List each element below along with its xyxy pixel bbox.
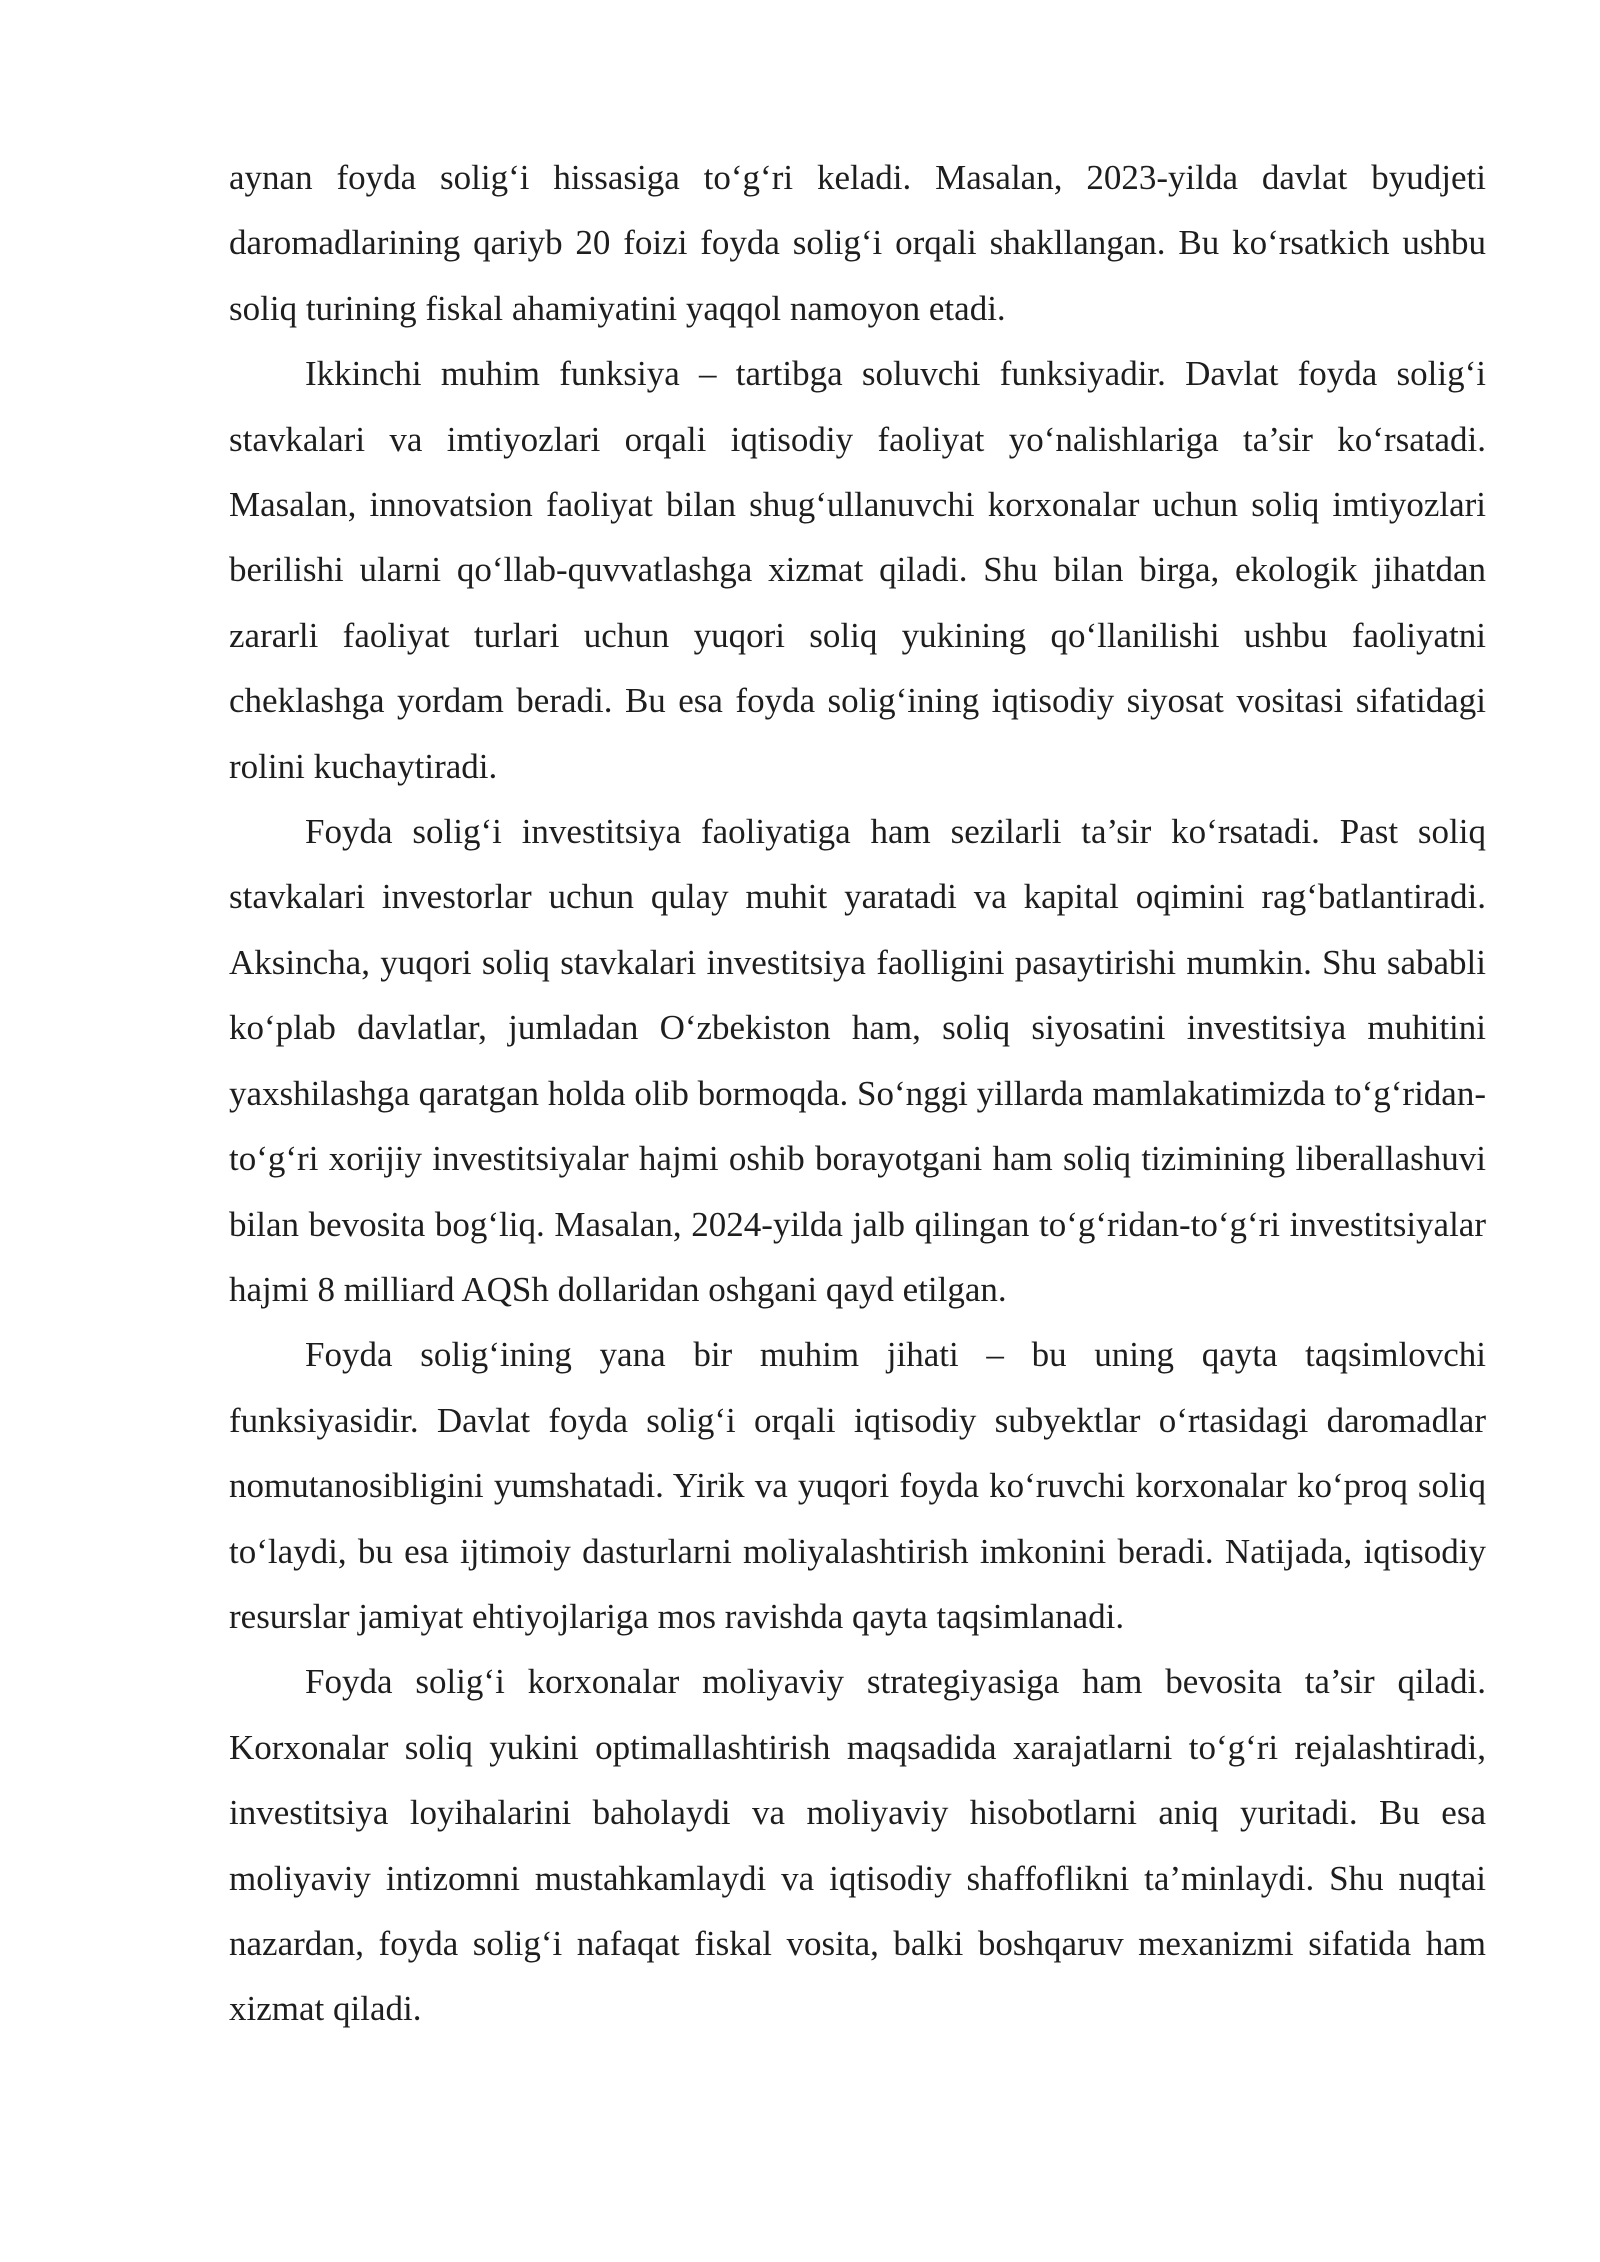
paragraph-1: aynan foyda solig‘i hissasiga to‘g‘ri keladi. Masalan, 2023-yilda davlat byudjeti daromadlarining qariyb 20 foizi foyda solig‘i orqali shakllangan. Bu ko‘rsatkich ushbu soliq turining fiskal ahamiyatini yaqqol namoyon etadi. <box>229 158 1486 328</box>
document-body <box>229 145 1486 2042</box>
paragraph-5: Foyda solig‘i korxonalar moliyaviy strategiyasiga ham bevosita ta’sir qiladi. Korxonalar soliq yukini optimallashtirish maqsadida xarajatlarni to‘g‘ri rejalashtiradi, investitsiya loyihalarini baholaydi va moliyaviy hisobotlarni aniq yuritadi. Bu esa moliyaviy intizomni mustahkamlaydi va iqtisodiy shaffoflikni ta’minlaydi. Shu nuqtai nazardan, foyda solig‘i nafaqat fiskal vosita, balki boshqaruv mexanizmi sifatida ham xizmat qiladi. <box>229 1662 1486 2029</box>
paragraph-3: Foyda solig‘i investitsiya faoliyatiga ham sezilarli ta’sir ko‘rsatadi. Past soliq stavkalari investorlar uchun qulay muhit yaratadi va kapital oqimini rag‘batlantiradi. Aksincha, yuqori soliq stavkalari investitsiya faolligini pasaytirishi mumkin. Shu sababli ko‘plab davlatlar, jumladan O‘zbekiston ham, soliq siyosatini investitsiya muhitini yaxshilashga qaratgan holda olib bormoqda. So‘nggi yillarda mamlakatimizda to‘g‘ridan-to‘g‘ri xorijiy investitsiyalar hajmi oshib borayotgani ham soliq tizimining liberallashuvi bilan bevosita bog‘liq. Masalan, 2024-yilda jalb qilingan to‘g‘ridan-to‘g‘ri investitsiyalar hajmi 8 milliard AQSh dollaridan oshgani qayd etilgan. <box>229 812 1486 1309</box>
paragraph-2: Ikkinchi muhim funksiya – tartibga soluvchi funksiyadir. Davlat foyda solig‘i stavkalari va imtiyozlari orqali iqtisodiy faoliyat yo‘nalishlariga ta’sir ko‘rsatadi. Masalan, innovatsion faoliyat bilan shug‘ullanuvchi korxonalar uchun soliq imtiyozlari berilishi ularni qo‘llab-quvvatlashga xizmat qiladi. Shu bilan birga, ekologik jihatdan zararli faoliyat turlari uchun yuqori soliq yukining qo‘llanilishi ushbu faoliyatni cheklashga yordam beradi. Bu esa foyda solig‘ining iqtisodiy siyosat vositasi sifatidagi rolini kuchaytiradi. <box>229 354 1486 786</box>
paragraph-4: Foyda solig‘ining yana bir muhim jihati – bu uning qayta taqsimlovchi funksiyasidir. Davlat foyda solig‘i orqali iqtisodiy subyektlar o‘rtasidagi daromadlar nomutanosibligini yumshatadi. Yirik va yuqori foyda ko‘ruvchi korxonalar ko‘proq soliq to‘laydi, bu esa ijtimoiy dasturlarni moliyalashtirish imkonini beradi. Natijada, iqtisodiy resurslar jamiyat ehtiyojlariga mos ravishda qayta taqsimlanadi. <box>229 1335 1486 1636</box>
